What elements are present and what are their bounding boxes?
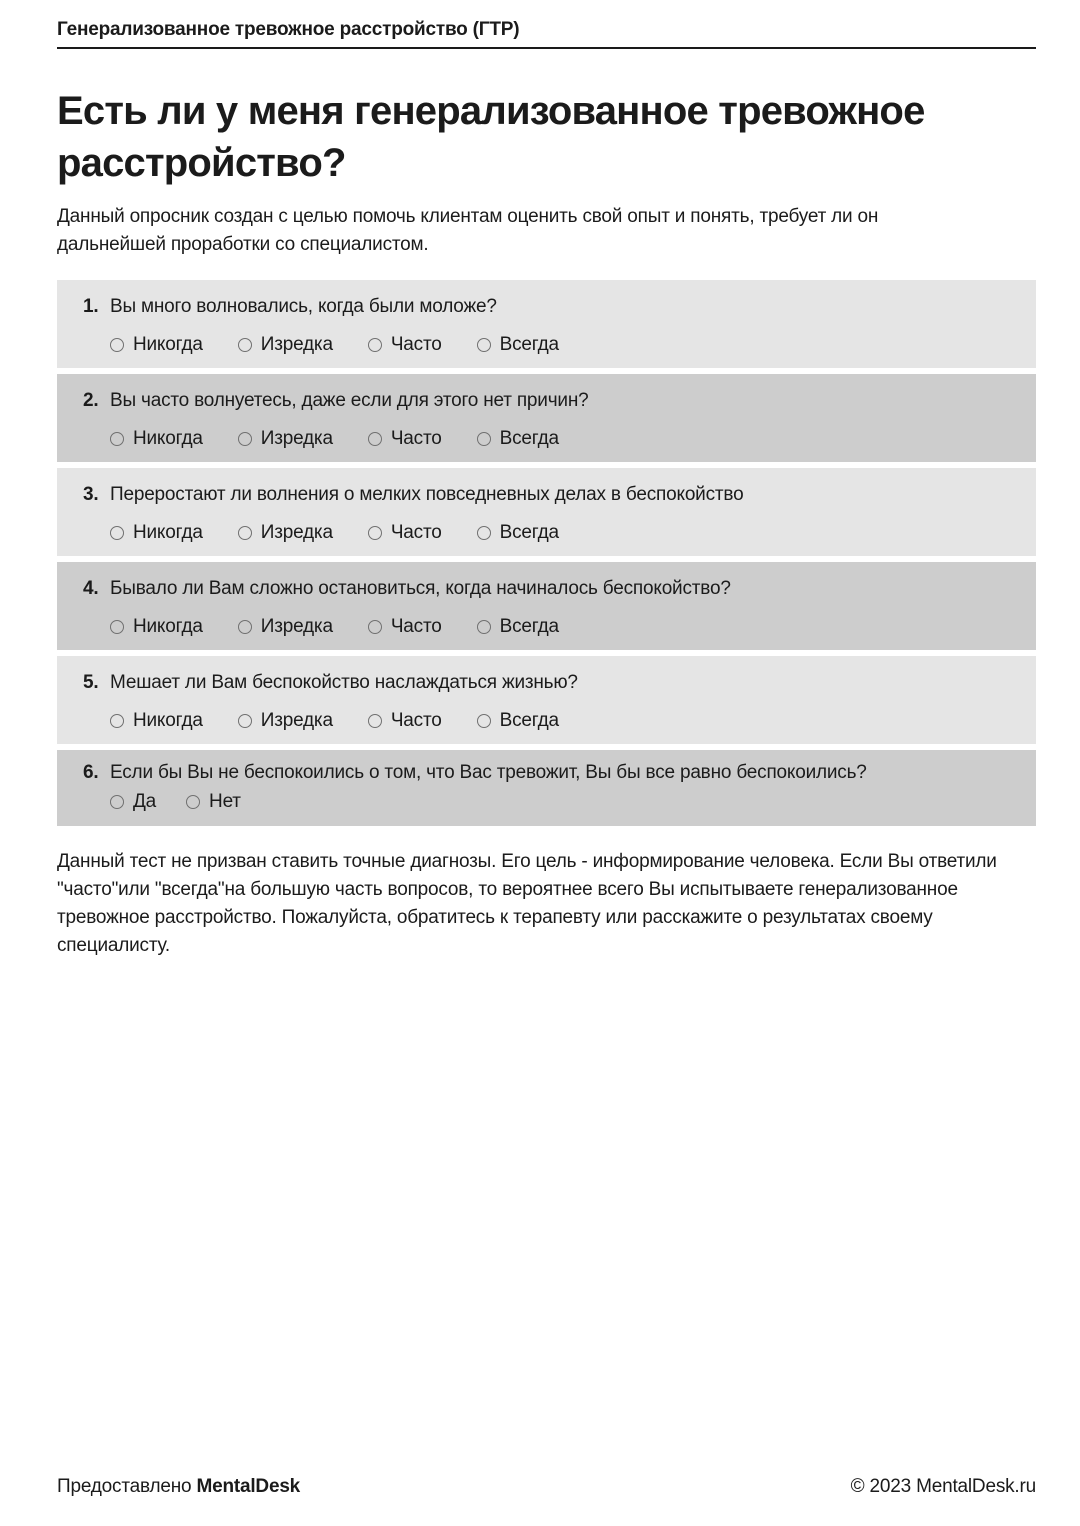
radio-option[interactable] <box>477 710 559 732</box>
question-text: Бывало ли Вам сложно остановиться, когда начиналось беспокойство? <box>110 578 731 599</box>
question-text: Если бы Вы не беспокоились о том, что Вас тревожит, Вы бы все равно беспокоились? <box>110 762 867 783</box>
radio-icon <box>368 338 382 352</box>
radio-label: Часто <box>390 522 442 543</box>
radio-option[interactable] <box>368 616 442 638</box>
radio-option[interactable] <box>368 428 442 450</box>
radio-option[interactable] <box>238 522 333 544</box>
question-text: Вы часто волнуетесь, даже если для этого нет причин? <box>110 390 589 411</box>
radio-option[interactable] <box>110 522 203 544</box>
question-number: 4. <box>83 578 99 599</box>
question-row <box>83 762 1016 784</box>
questionnaire <box>57 280 1036 826</box>
radio-option[interactable] <box>368 710 442 732</box>
question-row <box>83 390 1016 412</box>
radio-label: Всегда <box>499 334 559 355</box>
question-row <box>83 578 1016 600</box>
question-text: Вы много волновались, когда были моложе? <box>110 296 497 317</box>
radio-label: Изредка <box>260 334 333 355</box>
radio-option[interactable] <box>238 334 333 356</box>
radio-label: Да <box>133 791 157 812</box>
radio-option[interactable] <box>238 428 333 450</box>
options-row <box>110 616 1016 638</box>
radio-option[interactable] <box>110 428 203 450</box>
radio-icon <box>110 526 124 540</box>
radio-option[interactable] <box>477 616 559 638</box>
radio-option[interactable] <box>110 334 203 356</box>
brand-name: MentalDesk <box>196 1476 301 1497</box>
radio-icon <box>477 338 491 352</box>
page-title: Есть ли у меня генерализованное тревожное расстройство? <box>57 89 925 185</box>
radio-option[interactable] <box>477 428 559 450</box>
radio-label: Изредка <box>260 522 333 543</box>
provided-label: Предоставлено <box>57 1476 192 1497</box>
radio-option[interactable] <box>238 616 333 638</box>
radio-label: Часто <box>390 334 442 355</box>
question-block-5 <box>57 656 1036 744</box>
radio-label: Никогда <box>133 616 203 637</box>
radio-icon <box>477 526 491 540</box>
radio-label: Никогда <box>133 522 203 543</box>
radio-icon <box>110 795 124 809</box>
question-number: 3. <box>83 484 99 505</box>
radio-option[interactable] <box>186 791 241 813</box>
question-number: 2. <box>83 390 99 411</box>
options-row <box>110 710 1016 732</box>
page-footer <box>57 1476 1036 1498</box>
options-row <box>110 428 1016 450</box>
footer-copyright: © 2023 MentalDesk.ru <box>850 1476 1036 1497</box>
radio-label: Всегда <box>499 710 559 731</box>
radio-label: Часто <box>390 710 442 731</box>
radio-option[interactable] <box>368 522 442 544</box>
question-block-3 <box>57 468 1036 556</box>
question-number: 5. <box>83 672 99 693</box>
radio-label: Нет <box>209 791 241 812</box>
options-row <box>110 334 1016 356</box>
radio-icon <box>368 714 382 728</box>
question-block-6 <box>57 750 1036 826</box>
radio-icon <box>368 620 382 634</box>
footer-provided-by <box>57 1476 300 1498</box>
question-number: 1. <box>83 296 99 317</box>
question-text: Мешает ли Вам беспокойство наслаждаться жизнью? <box>110 672 578 693</box>
radio-icon <box>110 432 124 446</box>
radio-label: Никогда <box>133 428 203 449</box>
radio-icon <box>238 526 252 540</box>
document-header-text: Генерализованное тревожное расстройство (ГТР) <box>57 19 520 40</box>
radio-icon <box>477 432 491 446</box>
closing-text: Данный тест не призван ставить точные диагнозы. Его цель - информирование человека. Если Вы ответили "часто"или "всегда"на большую часть вопросов, то вероятнее всего Вы испытываете генерализованное тревожное расстройство. Пожалуйста, обратитесь к терапевту или расскажите о результатах своему специалисту. <box>57 851 997 956</box>
question-row <box>83 672 1016 694</box>
radio-option[interactable] <box>110 710 203 732</box>
radio-icon <box>186 795 200 809</box>
radio-label: Часто <box>390 616 442 637</box>
radio-icon <box>238 714 252 728</box>
question-number: 6. <box>83 762 99 783</box>
radio-option[interactable] <box>110 791 156 813</box>
document-header <box>57 20 1036 49</box>
radio-label: Всегда <box>499 428 559 449</box>
intro-text: Данный опросник создан с целью помочь клиентам оценить свой опыт и понять, требует ли он дальнейшей проработки со специалистом. <box>57 206 879 255</box>
radio-option[interactable] <box>477 522 559 544</box>
radio-icon <box>368 526 382 540</box>
question-row <box>83 296 1016 318</box>
radio-label: Изредка <box>260 616 333 637</box>
question-block-4 <box>57 562 1036 650</box>
radio-label: Никогда <box>133 710 203 731</box>
radio-option[interactable] <box>477 334 559 356</box>
radio-label: Никогда <box>133 334 203 355</box>
radio-label: Изредка <box>260 710 333 731</box>
question-row <box>83 484 1016 506</box>
radio-label: Часто <box>390 428 442 449</box>
question-block-2 <box>57 374 1036 462</box>
radio-label: Изредка <box>260 428 333 449</box>
radio-icon <box>110 620 124 634</box>
radio-icon <box>477 714 491 728</box>
radio-icon <box>110 338 124 352</box>
question-block-1 <box>57 280 1036 368</box>
radio-label: Всегда <box>499 522 559 543</box>
question-text: Переростают ли волнения о мелких повседневных делах в беспокойство <box>110 484 744 505</box>
radio-icon <box>238 432 252 446</box>
radio-icon <box>110 714 124 728</box>
radio-option[interactable] <box>110 616 203 638</box>
radio-icon <box>238 620 252 634</box>
options-row <box>110 791 1016 813</box>
radio-icon <box>368 432 382 446</box>
radio-option[interactable] <box>238 710 333 732</box>
radio-icon <box>238 338 252 352</box>
radio-label: Всегда <box>499 616 559 637</box>
radio-icon <box>477 620 491 634</box>
options-row <box>110 522 1016 544</box>
radio-option[interactable] <box>368 334 442 356</box>
